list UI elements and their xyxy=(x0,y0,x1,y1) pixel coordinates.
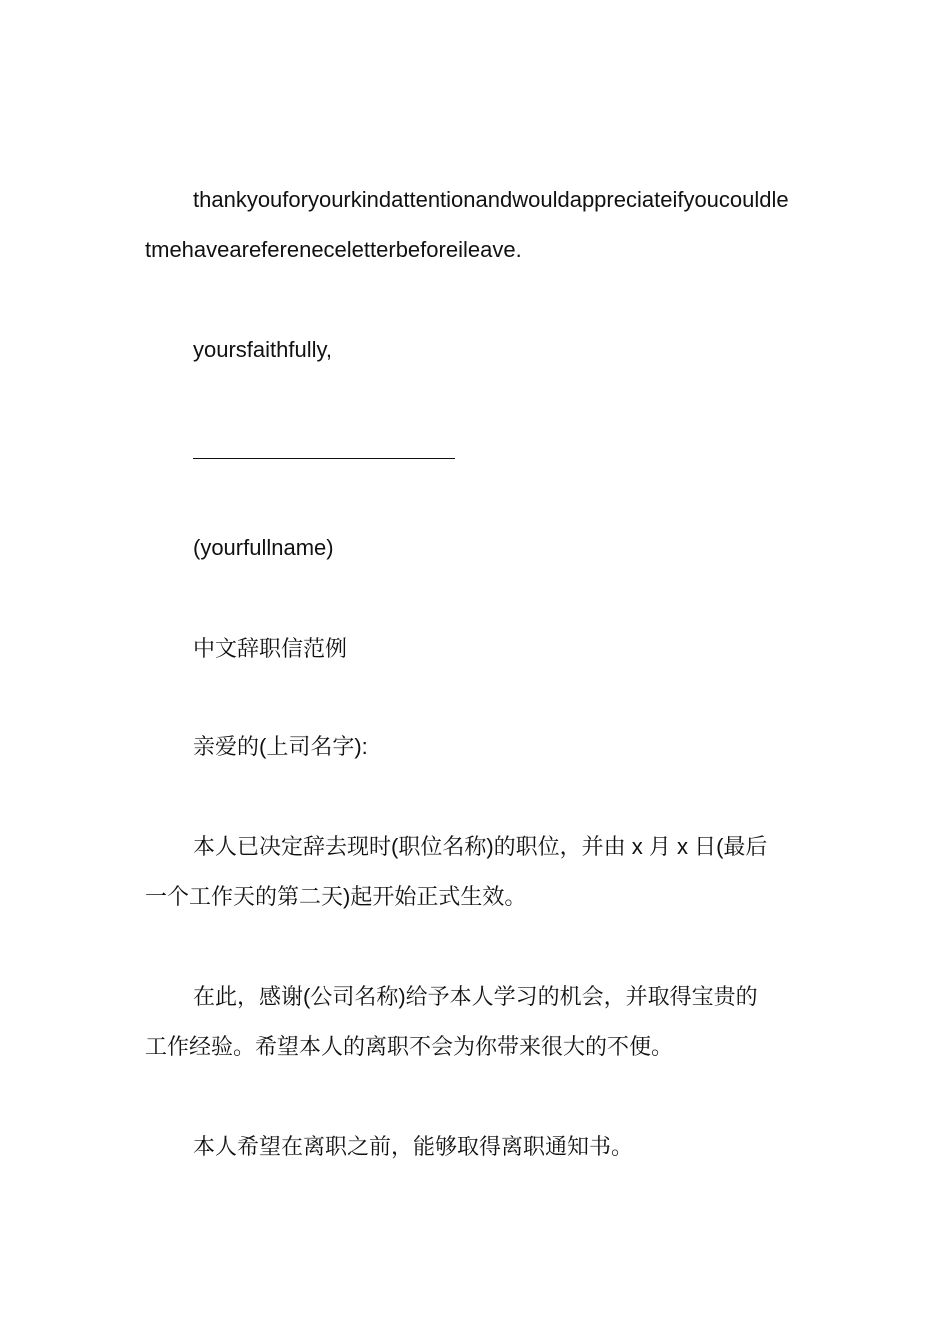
section-title: 中文辞职信范例 xyxy=(193,636,348,661)
closing-paragraph-line-2: tmehavearefereneceletterbeforeileave. xyxy=(145,237,522,262)
paragraph-2-line-1: 在此，感谢(公司名称)给予本人学习的机会，并取得宝贵的 xyxy=(193,984,758,1009)
paragraph-3-line-1: 本人希望在离职之前，能够取得离职通知书。 xyxy=(193,1134,634,1159)
paragraph-1-line-2: 一个工作天的第二天)起开始正式生效。 xyxy=(145,884,527,909)
fullname-placeholder: (yourfullname) xyxy=(193,535,334,560)
salutation: 亲爱的(上司名字): xyxy=(193,734,368,759)
closing-paragraph-line-1: thankyouforyourkindattentionandwouldappreciateifyoucouldle xyxy=(193,187,789,212)
signature-line xyxy=(193,458,455,459)
paragraph-1-line-1: 本人已决定辞去现时(职位名称)的职位，并由 x 月 x 日(最后 xyxy=(193,834,768,859)
signoff: yoursfaithfully, xyxy=(193,337,332,362)
paragraph-2-line-2: 工作经验。希望本人的离职不会为你带来很大的不便。 xyxy=(145,1034,674,1059)
